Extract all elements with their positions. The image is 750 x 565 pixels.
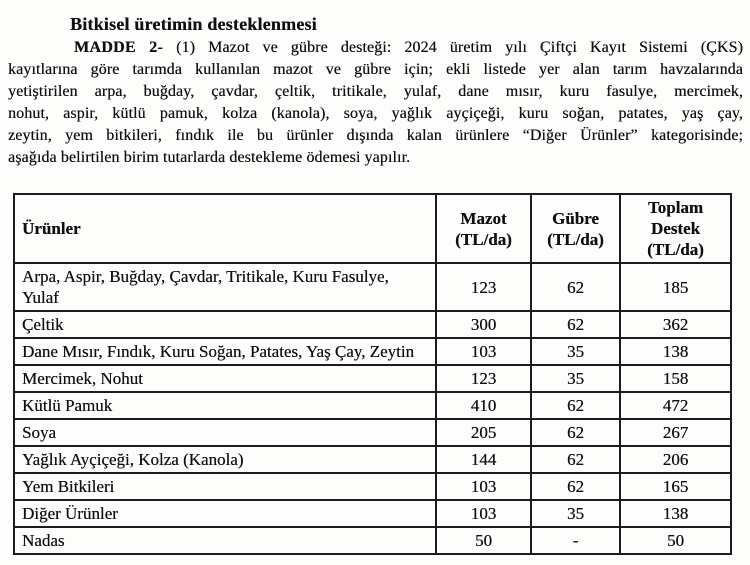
header-label: Gübre bbox=[552, 208, 599, 228]
header-mazot bbox=[436, 194, 531, 263]
product-cell: Nadas bbox=[14, 527, 436, 554]
gubre-value-cell: - bbox=[531, 527, 620, 554]
product-cell: Soya bbox=[14, 419, 436, 446]
mazot-value-cell: 300 bbox=[436, 311, 531, 338]
gubre-value-cell: 62 bbox=[531, 473, 620, 500]
toplam-value-cell: 206 bbox=[620, 446, 731, 473]
toplam-value-cell: 158 bbox=[620, 365, 731, 392]
toplam-value-cell: 472 bbox=[620, 392, 731, 419]
gubre-value-cell: 62 bbox=[531, 446, 620, 473]
table-row bbox=[14, 263, 731, 311]
table-row bbox=[14, 365, 731, 392]
product-cell: Kütlü Pamuk bbox=[14, 392, 436, 419]
paragraph-line: zeytin, yem bitkileri, fındık ile bu ürünler dışında kalan ürünlere “Diğer Ürünler” kategorisinde; bbox=[8, 127, 743, 144]
madde-label: MADDE 2- bbox=[74, 39, 164, 56]
paragraph-line: yetiştirilen arpa, buğday, çavdar, çeltik, tritikale, yulaf, dane mısır, kuru fasulye, mercimek, bbox=[8, 83, 743, 100]
gubre-value-cell: 62 bbox=[531, 263, 620, 311]
product-cell: Çeltik bbox=[14, 311, 436, 338]
mazot-value-cell: 103 bbox=[436, 338, 531, 365]
table-row bbox=[14, 500, 731, 527]
support-payments-table bbox=[13, 193, 732, 555]
toplam-value-cell: 138 bbox=[620, 338, 731, 365]
gubre-value-cell: 35 bbox=[531, 365, 620, 392]
toplam-value-cell: 267 bbox=[620, 419, 731, 446]
gubre-value-cell: 35 bbox=[531, 500, 620, 527]
mazot-value-cell: 123 bbox=[436, 263, 531, 311]
toplam-value-cell: 165 bbox=[620, 473, 731, 500]
madde-2-paragraph bbox=[8, 37, 743, 169]
paragraph-line: kayıtlarına göre tarımda kullanılan mazot ve gübre için; ekli listede yer alan tarım havzalarında bbox=[8, 61, 743, 78]
product-cell: Dane Mısır, Fındık, Kuru Soğan, Patates, Yaş Çay, Zeytin bbox=[14, 338, 436, 365]
product-cell: Yağlık Ayçiçeği, Kolza (Kanola) bbox=[14, 446, 436, 473]
paragraph-line-text: (1) Mazot ve gübre desteği: 2024 üretim yılı Çiftçi Kayıt Sistemi (ÇKS) bbox=[163, 39, 744, 56]
gubre-value-cell: 62 bbox=[531, 392, 620, 419]
mazot-value-cell: 410 bbox=[436, 392, 531, 419]
header-unit: (TL/da) bbox=[547, 229, 604, 249]
header-urunler bbox=[14, 194, 436, 263]
mazot-value-cell: 144 bbox=[436, 446, 531, 473]
header-unit: (TL/da) bbox=[455, 229, 512, 249]
mazot-value-cell: 103 bbox=[436, 473, 531, 500]
section-title: Bitkisel üretimin desteklenmesi bbox=[70, 14, 317, 34]
table-row bbox=[14, 338, 731, 365]
product-cell: Arpa, Aspir, Buğday, Çavdar, Tritikale, Kuru Fasulye, Yulaf bbox=[14, 263, 436, 311]
table-row bbox=[14, 446, 731, 473]
mazot-value-cell: 205 bbox=[436, 419, 531, 446]
product-cell: Diğer Ürünler bbox=[14, 500, 436, 527]
header-label: Toplam Destek bbox=[647, 198, 704, 238]
table-row bbox=[14, 311, 731, 338]
product-cell: Mercimek, Nohut bbox=[14, 365, 436, 392]
table-header-row bbox=[14, 194, 731, 263]
paragraph-line: aşağıda belirtilen birim tutarlarda destekleme ödemesi yapılır. bbox=[8, 149, 411, 166]
toplam-value-cell: 138 bbox=[620, 500, 731, 527]
product-cell: Yem Bitkileri bbox=[14, 473, 436, 500]
paragraph-line bbox=[8, 37, 743, 59]
mazot-value-cell: 50 bbox=[436, 527, 531, 554]
header-unit: (TL/da) bbox=[647, 240, 704, 259]
paragraph-line: nohut, aspir, kütlü pamuk, kolza (kanola), soya, yağlık ayçiçeği, kuru soğan, patates, yaş çay, bbox=[8, 105, 743, 122]
gubre-value-cell: 62 bbox=[531, 419, 620, 446]
header-gubre bbox=[531, 194, 620, 263]
gubre-value-cell: 62 bbox=[531, 311, 620, 338]
mazot-value-cell: 103 bbox=[436, 500, 531, 527]
mazot-value-cell: 123 bbox=[436, 365, 531, 392]
toplam-value-cell: 185 bbox=[620, 263, 731, 311]
table-row bbox=[14, 392, 731, 419]
table-row bbox=[14, 527, 731, 554]
gubre-value-cell: 35 bbox=[531, 338, 620, 365]
header-label: Ürünler bbox=[22, 219, 81, 238]
table-row bbox=[14, 473, 731, 500]
header-toplam-destek bbox=[620, 194, 731, 263]
table-row bbox=[14, 419, 731, 446]
header-label: Mazot bbox=[460, 208, 507, 228]
toplam-value-cell: 50 bbox=[620, 527, 731, 554]
toplam-value-cell: 362 bbox=[620, 311, 731, 338]
